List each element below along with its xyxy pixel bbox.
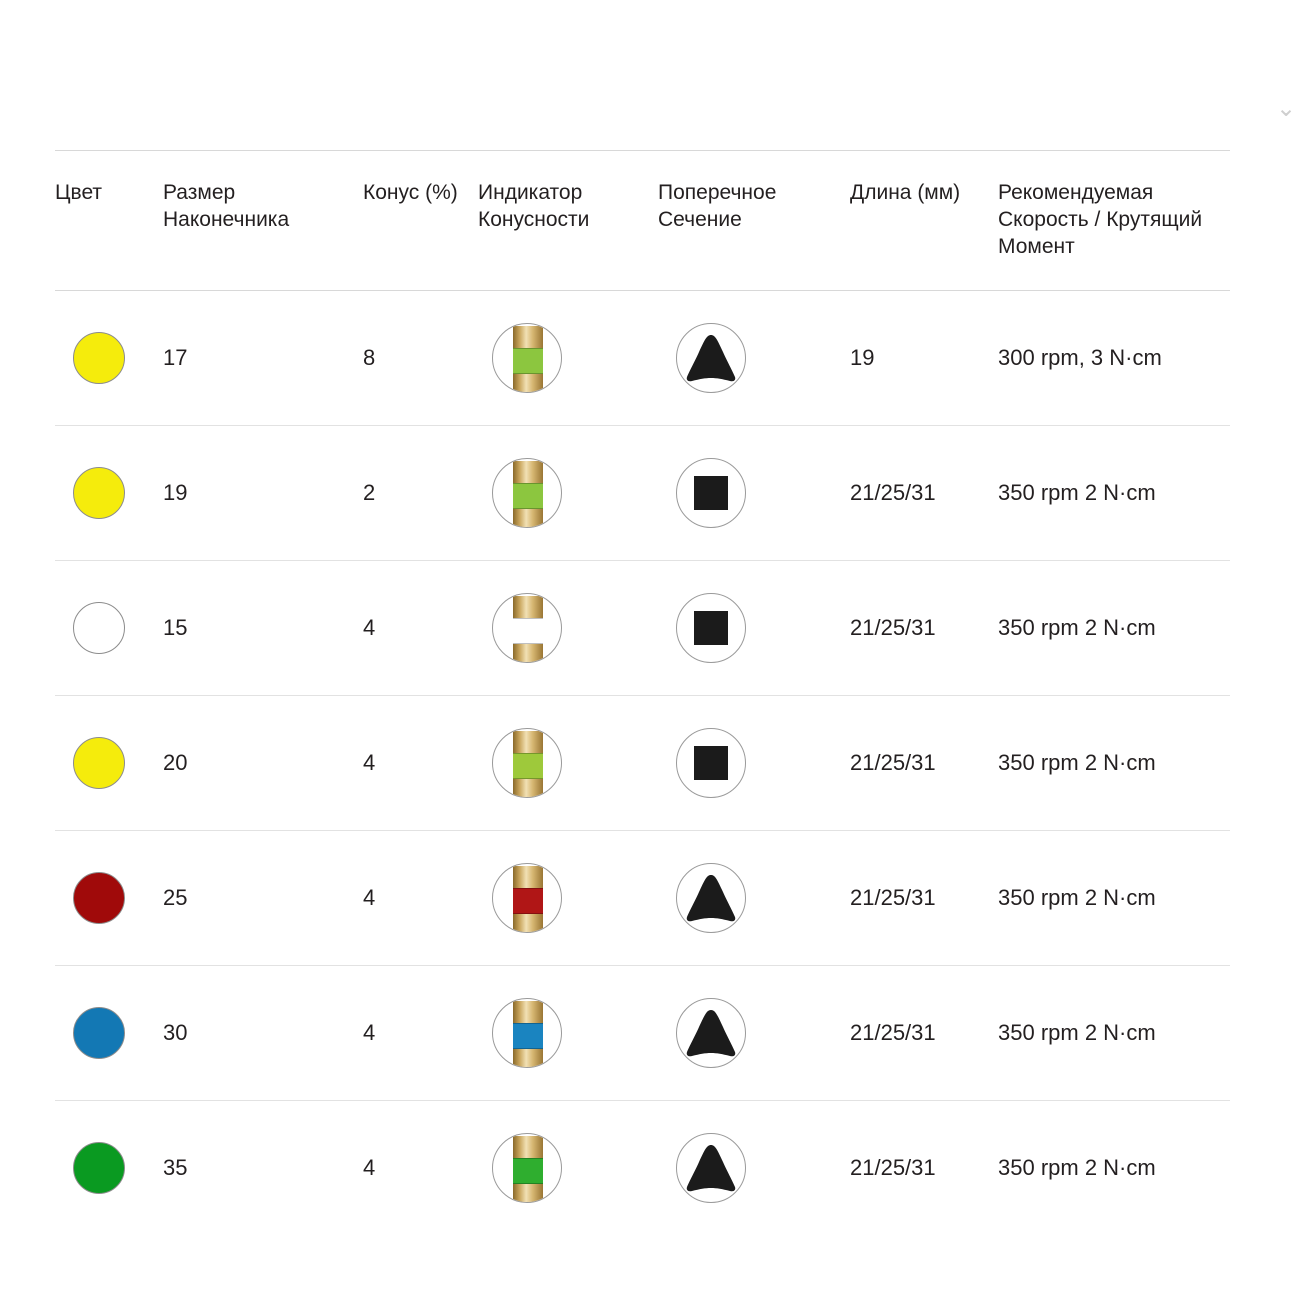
indicator-color-band: [513, 753, 543, 779]
table-row: [55, 426, 1230, 561]
cell-color: [55, 696, 163, 831]
cell-length: 19: [850, 291, 998, 426]
cell-length: 21/25/31: [850, 561, 998, 696]
color-dot-yellow: [73, 737, 125, 789]
indicator-color-band: [513, 348, 543, 374]
cell-tip-size: 19: [163, 426, 363, 561]
table-row: [55, 561, 1230, 696]
taper-indicator-icon: [492, 863, 562, 933]
taper-indicator-icon: [492, 728, 562, 798]
color-dot-yellow: [73, 332, 125, 384]
column-header-taper-indicator: Индикатор Конусности: [478, 151, 658, 291]
cell-length: 21/25/31: [850, 831, 998, 966]
cell-tip-size: 20: [163, 696, 363, 831]
indicator-color-band: [513, 888, 543, 914]
cell-taper-indicator: [478, 1101, 658, 1236]
cell-taper: 4: [363, 1155, 376, 1180]
cell-length: 21/25/31: [850, 966, 998, 1101]
cell-color: [55, 1101, 163, 1236]
color-dot-blue: [73, 1007, 125, 1059]
cell-cross-section: [658, 966, 850, 1101]
indicator-color-band: [513, 1158, 543, 1184]
table-row: [55, 291, 1230, 426]
cell-recommendation: 350 rpm 2 N·cm: [998, 1155, 1156, 1180]
indicator-color-band: [513, 1023, 543, 1049]
cell-cross-section: [658, 831, 850, 966]
indicator-color-band: [513, 618, 543, 644]
cell-taper-indicator: [478, 561, 658, 696]
table-row: [55, 831, 1230, 966]
taper-indicator-icon: [492, 593, 562, 663]
cell-tip-size: 15: [163, 561, 363, 696]
cell-taper-indicator: [478, 831, 658, 966]
endodontic-file-spec-table: [55, 150, 1230, 1235]
table-row: [55, 1101, 1230, 1236]
cell-tip-size: 30: [163, 966, 363, 1101]
cell-taper: 2: [363, 426, 478, 561]
triangle-glyph: [677, 324, 745, 392]
cell-length: 21/25/31: [850, 1155, 936, 1180]
table-row: [55, 966, 1230, 1101]
triangle-glyph: [677, 999, 745, 1067]
cross-section-square-icon: [676, 728, 746, 798]
cell-length: 21/25/31: [850, 696, 998, 831]
square-glyph: [694, 476, 728, 510]
cross-section-triangle-icon: [676, 863, 746, 933]
column-header-cross-section: Поперечное Сечение: [658, 151, 850, 291]
cell-recommendation: 300 rpm, 3 N·cm: [998, 291, 1230, 426]
cell-taper: 8: [363, 291, 478, 426]
column-header-color: Цвет: [55, 151, 163, 291]
cross-section-square-icon: [676, 458, 746, 528]
cell-taper-indicator: [478, 696, 658, 831]
cell-taper-indicator: [478, 291, 658, 426]
cell-cross-section: [658, 291, 850, 426]
cell-tip-size: 25: [163, 831, 363, 966]
cell-taper-indicator: [478, 426, 658, 561]
cell-tip-size: 17: [163, 291, 363, 426]
cell-color: [55, 966, 163, 1101]
cell-recommendation: 350 rpm 2 N·cm: [998, 561, 1230, 696]
taper-indicator-icon: [492, 1133, 562, 1203]
cell-length: 21/25/31: [850, 426, 998, 561]
cross-section-square-icon: [676, 593, 746, 663]
column-header-taper: Конус (%): [363, 151, 478, 291]
color-dot-white: [73, 602, 125, 654]
column-header-length: Длина (мм): [850, 151, 998, 291]
square-glyph: [694, 746, 728, 780]
color-dot-red: [73, 872, 125, 924]
square-glyph: [694, 611, 728, 645]
cross-section-triangle-icon: [676, 323, 746, 393]
triangle-glyph: [677, 864, 745, 932]
color-dot-yellow: [73, 467, 125, 519]
taper-indicator-icon: [492, 323, 562, 393]
cell-cross-section: [658, 426, 850, 561]
taper-indicator-icon: [492, 998, 562, 1068]
column-header-tip-size: Размер Наконечника: [163, 151, 363, 291]
header-row: [55, 151, 1230, 291]
triangle-glyph: [677, 1134, 745, 1202]
spec-table-container: [55, 150, 1230, 1235]
cell-color: [55, 831, 163, 966]
cross-section-triangle-icon: [676, 998, 746, 1068]
color-dot-green: [73, 1142, 125, 1194]
cell-color: [55, 426, 163, 561]
table-body: [55, 291, 1230, 1236]
cell-color: [55, 291, 163, 426]
cell-cross-section: [658, 696, 850, 831]
cross-section-triangle-icon: [676, 1133, 746, 1203]
table-row: [55, 696, 1230, 831]
cell-recommendation: 350 rpm 2 N·cm: [998, 966, 1230, 1101]
cell-cross-section: [658, 1101, 850, 1236]
cell-taper: 4: [363, 696, 478, 831]
cell-cross-section: [658, 561, 850, 696]
cell-recommendation: 350 rpm 2 N·cm: [998, 426, 1230, 561]
cell-tip-size: 35: [163, 1155, 188, 1180]
indicator-color-band: [513, 483, 543, 509]
cell-recommendation: 350 rpm 2 N·cm: [998, 696, 1230, 831]
table-header: [55, 151, 1230, 291]
cell-taper: 4: [363, 831, 478, 966]
cell-taper-indicator: [478, 966, 658, 1101]
page-corner-mark: ⌄: [1276, 95, 1297, 122]
taper-indicator-icon: [492, 458, 562, 528]
cell-recommendation: 350 rpm 2 N·cm: [998, 831, 1230, 966]
column-header-recommendation: Рекомендуемая Скорость / Крутящий Момент: [998, 151, 1230, 291]
cell-taper: 4: [363, 966, 478, 1101]
cell-color: [55, 561, 163, 696]
cell-taper: 4: [363, 561, 478, 696]
